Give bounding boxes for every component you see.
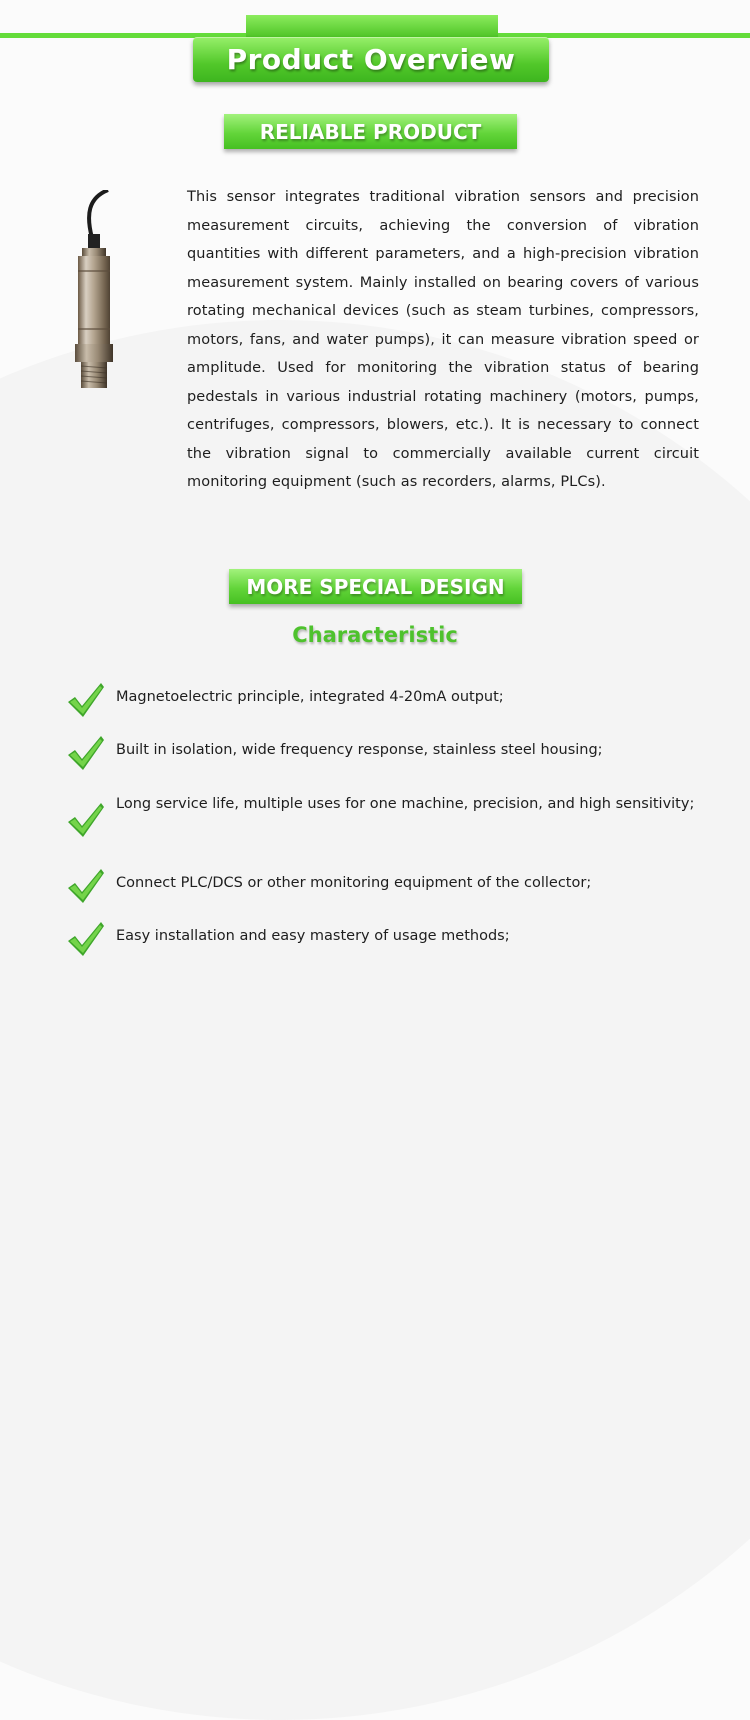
banner-label: MORE SPECIAL DESIGN xyxy=(246,574,505,599)
feature-text: Built in isolation, wide frequency response, stainless steel housing; xyxy=(116,742,603,758)
check-icon xyxy=(66,919,106,959)
feature-item xyxy=(66,869,706,906)
feature-text: Magnetoelectric principle, integrated 4-20mA output; xyxy=(116,689,504,705)
product-description: This sensor integrates traditional vibration sensors and precision measurement circuits, achieving the conversion of vibration quantities with different parameters, and a high-precision vibration measurement system. Mainly installed on bearing covers of various rotating mechanical devices (such as steam turbines, compressors, motors, fans, and water pumps), it can measure vibration speed or amplitude. Used for monitoring the vibration status of bearing pedestals in various industrial rotating machinery (motors, pumps, centrifuges, compressors, blowers, etc.). It is necessary to connect the vibration signal to commercially available current circuit monitoring equipment (such as recorders, alarms, PLCs). xyxy=(187,189,699,490)
header-tab-back xyxy=(246,15,498,37)
feature-item xyxy=(66,790,706,840)
page-title: Product Overview xyxy=(226,43,516,76)
header-tab xyxy=(193,37,549,82)
characteristic-heading: Characteristic xyxy=(292,623,458,647)
feature-item xyxy=(66,736,706,773)
feature-item xyxy=(66,683,706,720)
feature-text: Long service life, multiple uses for one machine, precision, and high sensitivity; xyxy=(116,796,695,812)
sensor-image xyxy=(60,190,130,400)
feature-text: Connect PLC/DCS or other monitoring equipment of the collector; xyxy=(116,875,592,891)
banner-label: RELIABLE PRODUCT xyxy=(259,119,482,144)
special-design-banner xyxy=(229,569,522,604)
check-icon xyxy=(66,866,106,906)
feature-item xyxy=(66,922,706,959)
feature-text: Easy installation and easy mastery of usage methods; xyxy=(116,928,510,944)
reliable-product-banner xyxy=(224,114,517,149)
check-icon xyxy=(66,800,106,840)
check-icon xyxy=(66,733,106,773)
check-icon xyxy=(66,680,106,720)
